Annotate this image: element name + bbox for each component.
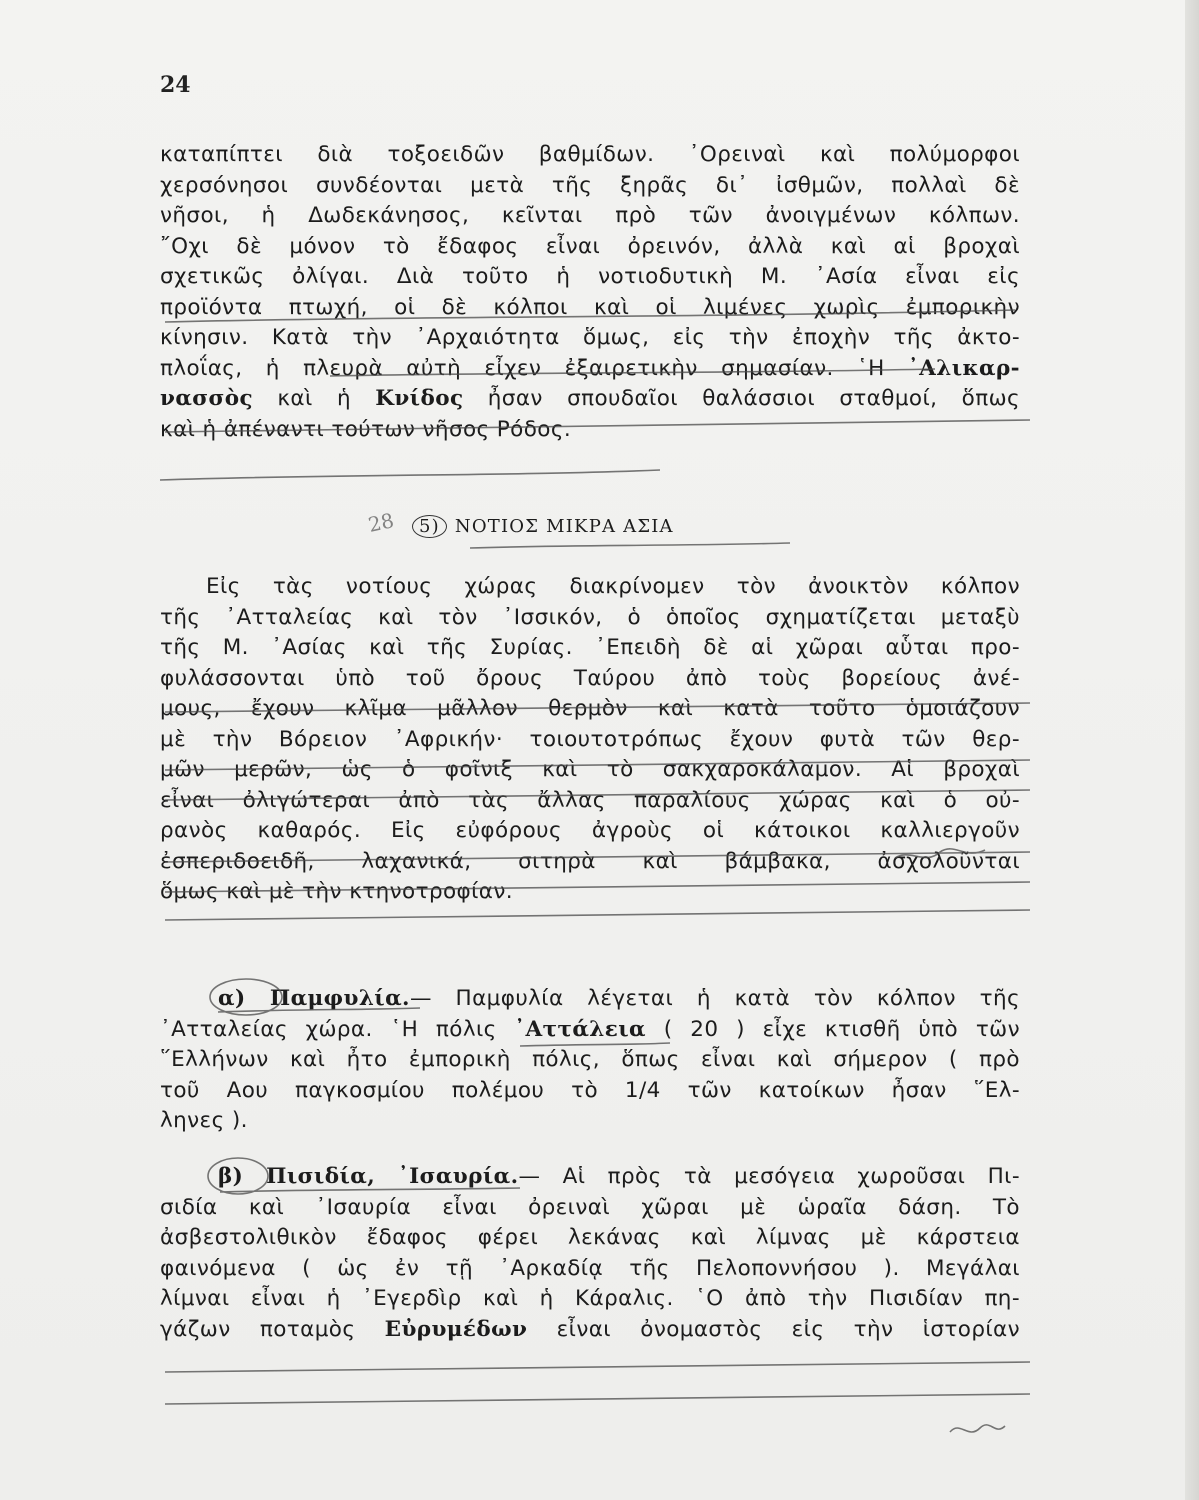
text-line <box>160 1015 1020 1046</box>
bold-place-name: ᾿Αττάλεια <box>514 1016 646 1042</box>
text-run: εἶναι ὀνομαστὸς εἰς τὴν ἱστορίαν <box>556 1316 1021 1342</box>
text-line: νῆσοι, ἡ Δωδεκάνησος, κεῖνται πρὸ τῶν ἀνοιγμένων κόλπων. <box>160 203 1020 228</box>
text-line: εἶναι ὀλιγώτεραι ἀπὸ τὰς ἄλλας παραλίους χώρας καὶ ὁ οὐ- <box>160 787 1020 813</box>
text-run: — Αἱ πρὸς τὰ μεσόγεια χωροῦσαι Πι- <box>518 1164 1020 1189</box>
text-line: μους, ἔχουν κλῖμα μᾶλλον θερμὸν καὶ κατὰ τοῦτο ὁμοιάζουν <box>160 696 1020 721</box>
paragraph-2 <box>160 572 1020 908</box>
paragraph-1 <box>160 140 1020 445</box>
pencil-underline <box>470 543 790 548</box>
subsection-pamphylia <box>160 984 1020 1137</box>
text-line: ἐσπεριδοειδῆ, λαχανικά, σιτηρὰ καὶ βάμβακα, ἀσχολοῦνται <box>160 848 1020 874</box>
text-line: ὅμως καὶ μὲ τὴν κτηνοτροφίαν. <box>160 879 514 904</box>
text-line <box>160 1162 1020 1193</box>
text-line: καὶ ἡ ἀπέναντι τούτων νῆσος Ρόδος. <box>160 416 572 442</box>
text-run: ἦσαν σπουδαῖοι θαλάσσιοι σταθμοί, ὅπως <box>487 386 1020 411</box>
text-line: ἀσβεστολιθικὸν ἔδαφος φέρει λεκάνας καὶ λίμνας μὲ κάρστεια <box>160 1225 1020 1250</box>
subsection-pisidia-isauria <box>160 1162 1020 1345</box>
bold-place-name: Εὐρυμέδων <box>384 1316 528 1342</box>
text-line <box>160 1315 1020 1346</box>
text-line: τοῦ Αου παγκοσμίου πολέμου τὸ 1/4 τῶν κατοίκων ἦσαν ῞Ελ- <box>160 1077 1020 1103</box>
text-line: κίνησιν. Κατὰ τὴν ᾿Αρχαιότητα ὅμως, εἰς τὴν ἐποχὴν τῆς ἀκτο- <box>160 325 1020 350</box>
text-line: φυλάσσονται ὑπὸ τοῦ ὄρους Ταύρου ἀπὸ τοὺς βορείους ἀνέ- <box>160 665 1020 691</box>
section-heading <box>412 515 674 538</box>
text-line: τῆς Μ. ᾿Ασίας καὶ τῆς Συρίας. ᾿Επειδὴ δὲ αἱ χῶραι αὗται προ- <box>160 635 1020 660</box>
text-run: πλοΐας, ἡ πλευρὰ αὐτὴ εἶχεν ἐξαιρετικὴν σημασίαν. ῾Η <box>160 355 885 381</box>
pencil-underline <box>165 1394 1030 1404</box>
pencil-underline <box>165 1362 1030 1372</box>
text-line: ληνες ). <box>160 1108 248 1133</box>
section-title: ΝΟΤΙΟΣ ΜΙΚΡΑ ΑΣΙΑ <box>454 516 674 537</box>
text-line: λίμναι εἶναι ἡ ᾿Εγερδὶρ καὶ ἡ Κάραλις. ῾Ο ἀπὸ τὴν Πισιδίαν πη- <box>160 1286 1020 1311</box>
text-run: — Παμφυλία λέγεται ἡ κατὰ τὸν κόλπον τῆς <box>409 986 1020 1011</box>
text-line: Εἰς τὰς νοτίους χώρας διακρίνομεν τὸν ἀνοικτὸν κόλπον <box>206 574 1020 599</box>
text-run: ( 20 ) εἶχε κτισθῆ ὑπὸ τῶν <box>663 1016 1020 1042</box>
page-number: 24 <box>160 72 191 98</box>
text-line: φαινόμενα ( ὡς ἐν τῇ ᾿Αρκαδίᾳ τῆς Πελοποννήσου ). Μεγάλαι <box>160 1255 1020 1281</box>
pencil-underline <box>160 470 660 480</box>
text-line: ρανὸς καθαρός. Εἰς εὐφόρους ἀγροὺς οἱ κάτοικοι καλλιεργοῦν <box>160 818 1020 843</box>
page-edge-shadow <box>1185 0 1199 1500</box>
text-line: ῎Οχι δὲ μόνον τὸ ἔδαφος εἶναι ὀρεινόν, ἀλλὰ καὶ αἱ βροχαὶ <box>160 233 1020 259</box>
text-line: σχετικῶς ὀλίγαι. Διὰ τοῦτο ἡ νοτιοδυτικὴ Μ. ᾿Ασία εἶναι εἰς <box>160 264 1020 289</box>
subsection-label: α) Παμφυλία. <box>218 986 410 1011</box>
text-line: μῶν μερῶν, ὡς ὁ φοῖνιξ καὶ τὸ σακχαροκάλαμον. Αἱ βροχαὶ <box>160 757 1020 782</box>
subsection-label: β) Πισιδία, ᾿Ισαυρία. <box>218 1164 519 1189</box>
pencil-underline <box>165 910 1030 920</box>
pencil-scribble <box>950 1425 1005 1432</box>
text-line: τῆς ᾿Ατταλείας καὶ τὸν ᾿Ισσικόν, ὁ ὁποῖος σχηματίζεται μεταξὺ <box>160 604 1020 630</box>
text-line: προϊόντα πτωχή, οἱ δὲ κόλποι καὶ οἱ λιμένες χωρὶς ἐμπορικὴν <box>160 294 1020 320</box>
text-run: καὶ ἡ <box>277 386 351 411</box>
text-line: μὲ τὴν Βόρειον ᾿Αφρικήν· τοιουτοτρόπως ἔχουν φυτὰ τῶν θερ- <box>160 726 1020 752</box>
bold-place-name: ᾿Αλικαρ- <box>908 355 1021 381</box>
text-line <box>160 384 1020 415</box>
text-line: χερσόνησοι συνδέονται μετὰ τῆς ξηρᾶς δι᾿ ἰσθμῶν, πολλαὶ δὲ <box>160 172 1020 198</box>
text-line <box>160 354 1020 385</box>
text-line: καταπίπτει διὰ τοξοειδῶν βαθμίδων. ᾿Ορειναὶ καὶ πολύμορφοι <box>160 142 1020 167</box>
bold-place-name: νασσὸς <box>160 386 253 411</box>
text-run: γάζων ποταμὸς <box>160 1316 356 1342</box>
section-number: 5) <box>412 515 447 538</box>
text-line: σιδία καὶ ᾿Ισαυρία εἶναι ὀρειναὶ χῶραι μὲ ὡραῖα δάση. Τὸ <box>160 1194 1020 1220</box>
text-line <box>160 984 1020 1015</box>
bold-place-name: Κνίδος <box>375 386 464 411</box>
text-run: ᾿Ατταλείας χώρα. ῾Η πόλις <box>160 1016 497 1042</box>
margin-note: 28 <box>366 508 396 537</box>
text-line: ῞Ελλήνων καὶ ἦτο ἐμπορικὴ πόλις, ὅπως εἶναι καὶ σήμερον ( πρὸ <box>160 1047 1020 1072</box>
